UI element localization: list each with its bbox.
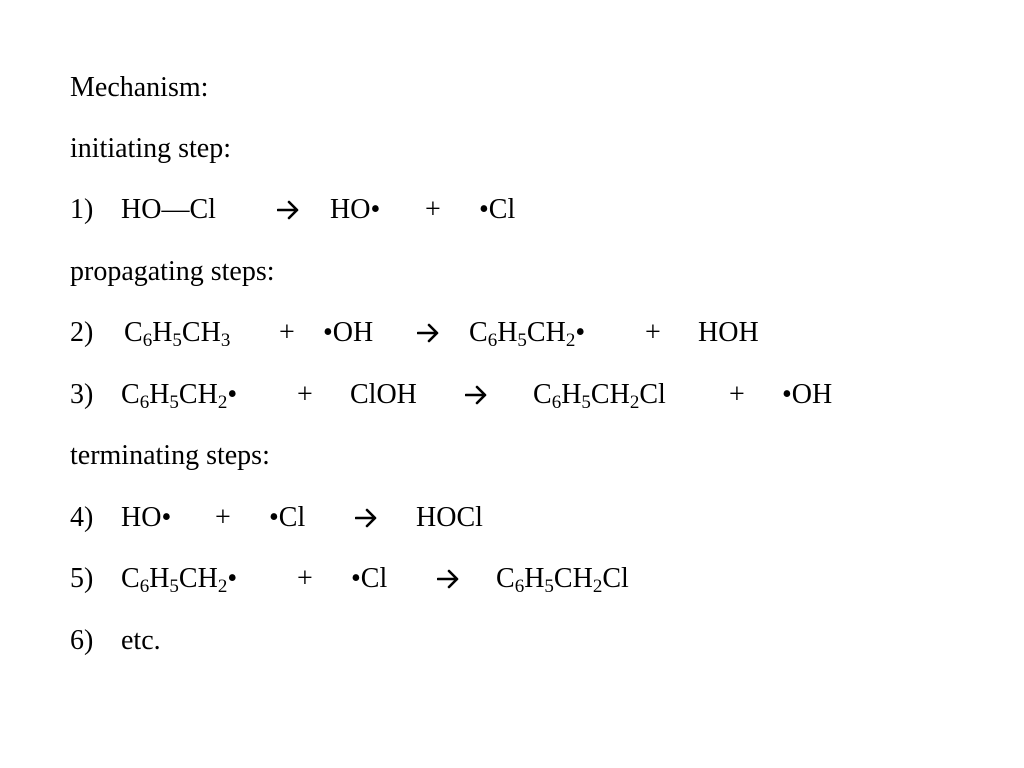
right-arrow-icon: [465, 384, 487, 406]
reactant-hydroxyl-radical: •OH: [323, 317, 374, 348]
step-6: [70, 624, 970, 658]
step-number: 4): [70, 502, 94, 533]
plus-sign: +: [729, 379, 745, 410]
initiating-step-label: initiating step:: [70, 133, 231, 164]
plus-sign: +: [279, 317, 295, 348]
propagating-steps-label: propagating steps:: [70, 256, 275, 287]
reactant-hypochlorous-acid: ClOH: [350, 379, 417, 410]
mechanism-heading: [70, 71, 208, 105]
right-arrow-icon: [355, 507, 377, 529]
product-benzyl-radical: $C_6H_5CH_2•$: [469, 317, 586, 351]
product-water: HOH: [698, 317, 759, 348]
step-number: 1): [70, 194, 94, 225]
step-4: [70, 501, 970, 535]
plus-sign: +: [297, 379, 313, 410]
product-hydroxyl-radical: •OH: [782, 379, 833, 410]
step-number: 6): [70, 625, 94, 656]
right-arrow-icon: [277, 199, 299, 221]
initiating-step-heading: [70, 132, 231, 166]
product-hypochlorous-acid: HOCl: [416, 502, 483, 533]
reactant-hocl: HO—Cl: [121, 194, 216, 225]
reactant-hydroxyl-radical: HO•: [121, 502, 172, 533]
right-arrow-icon: [417, 322, 439, 344]
step-number: 5): [70, 563, 94, 594]
etc-text: etc.: [121, 625, 161, 656]
reactant-chlorine-radical: •Cl: [269, 502, 306, 533]
terminating-steps-label: terminating steps:: [70, 440, 270, 471]
step-1: [70, 193, 970, 227]
plus-sign: +: [425, 194, 441, 225]
mechanism-label: Mechanism:: [70, 72, 209, 103]
plus-sign: +: [215, 502, 231, 533]
terminating-steps-heading: [70, 439, 270, 473]
product-hydroxyl-radical: HO•: [330, 194, 381, 225]
product-benzyl-chloride: $C_6H_5CH_2Cl$: [533, 379, 666, 413]
product-benzyl-chloride: $C_6H_5CH_2Cl$: [496, 563, 629, 597]
reactant-benzyl-radical: $C_6H_5CH_2•$: [121, 379, 238, 413]
right-arrow-icon: [437, 568, 459, 590]
step-3: [70, 378, 970, 412]
step-2: [70, 316, 970, 350]
step-5: [70, 562, 970, 596]
step-number: 2): [70, 317, 94, 348]
propagating-steps-heading: [70, 255, 275, 289]
plus-sign: +: [645, 317, 661, 348]
product-chlorine-radical: •Cl: [479, 194, 516, 225]
step-number: 3): [70, 379, 94, 410]
plus-sign: +: [297, 563, 313, 594]
reactant-benzyl-radical: $C_6H_5CH_2•$: [121, 563, 238, 597]
reactant-toluene: $C_6H_5CH_3$: [124, 317, 231, 351]
reactant-chlorine-radical: •Cl: [351, 563, 388, 594]
